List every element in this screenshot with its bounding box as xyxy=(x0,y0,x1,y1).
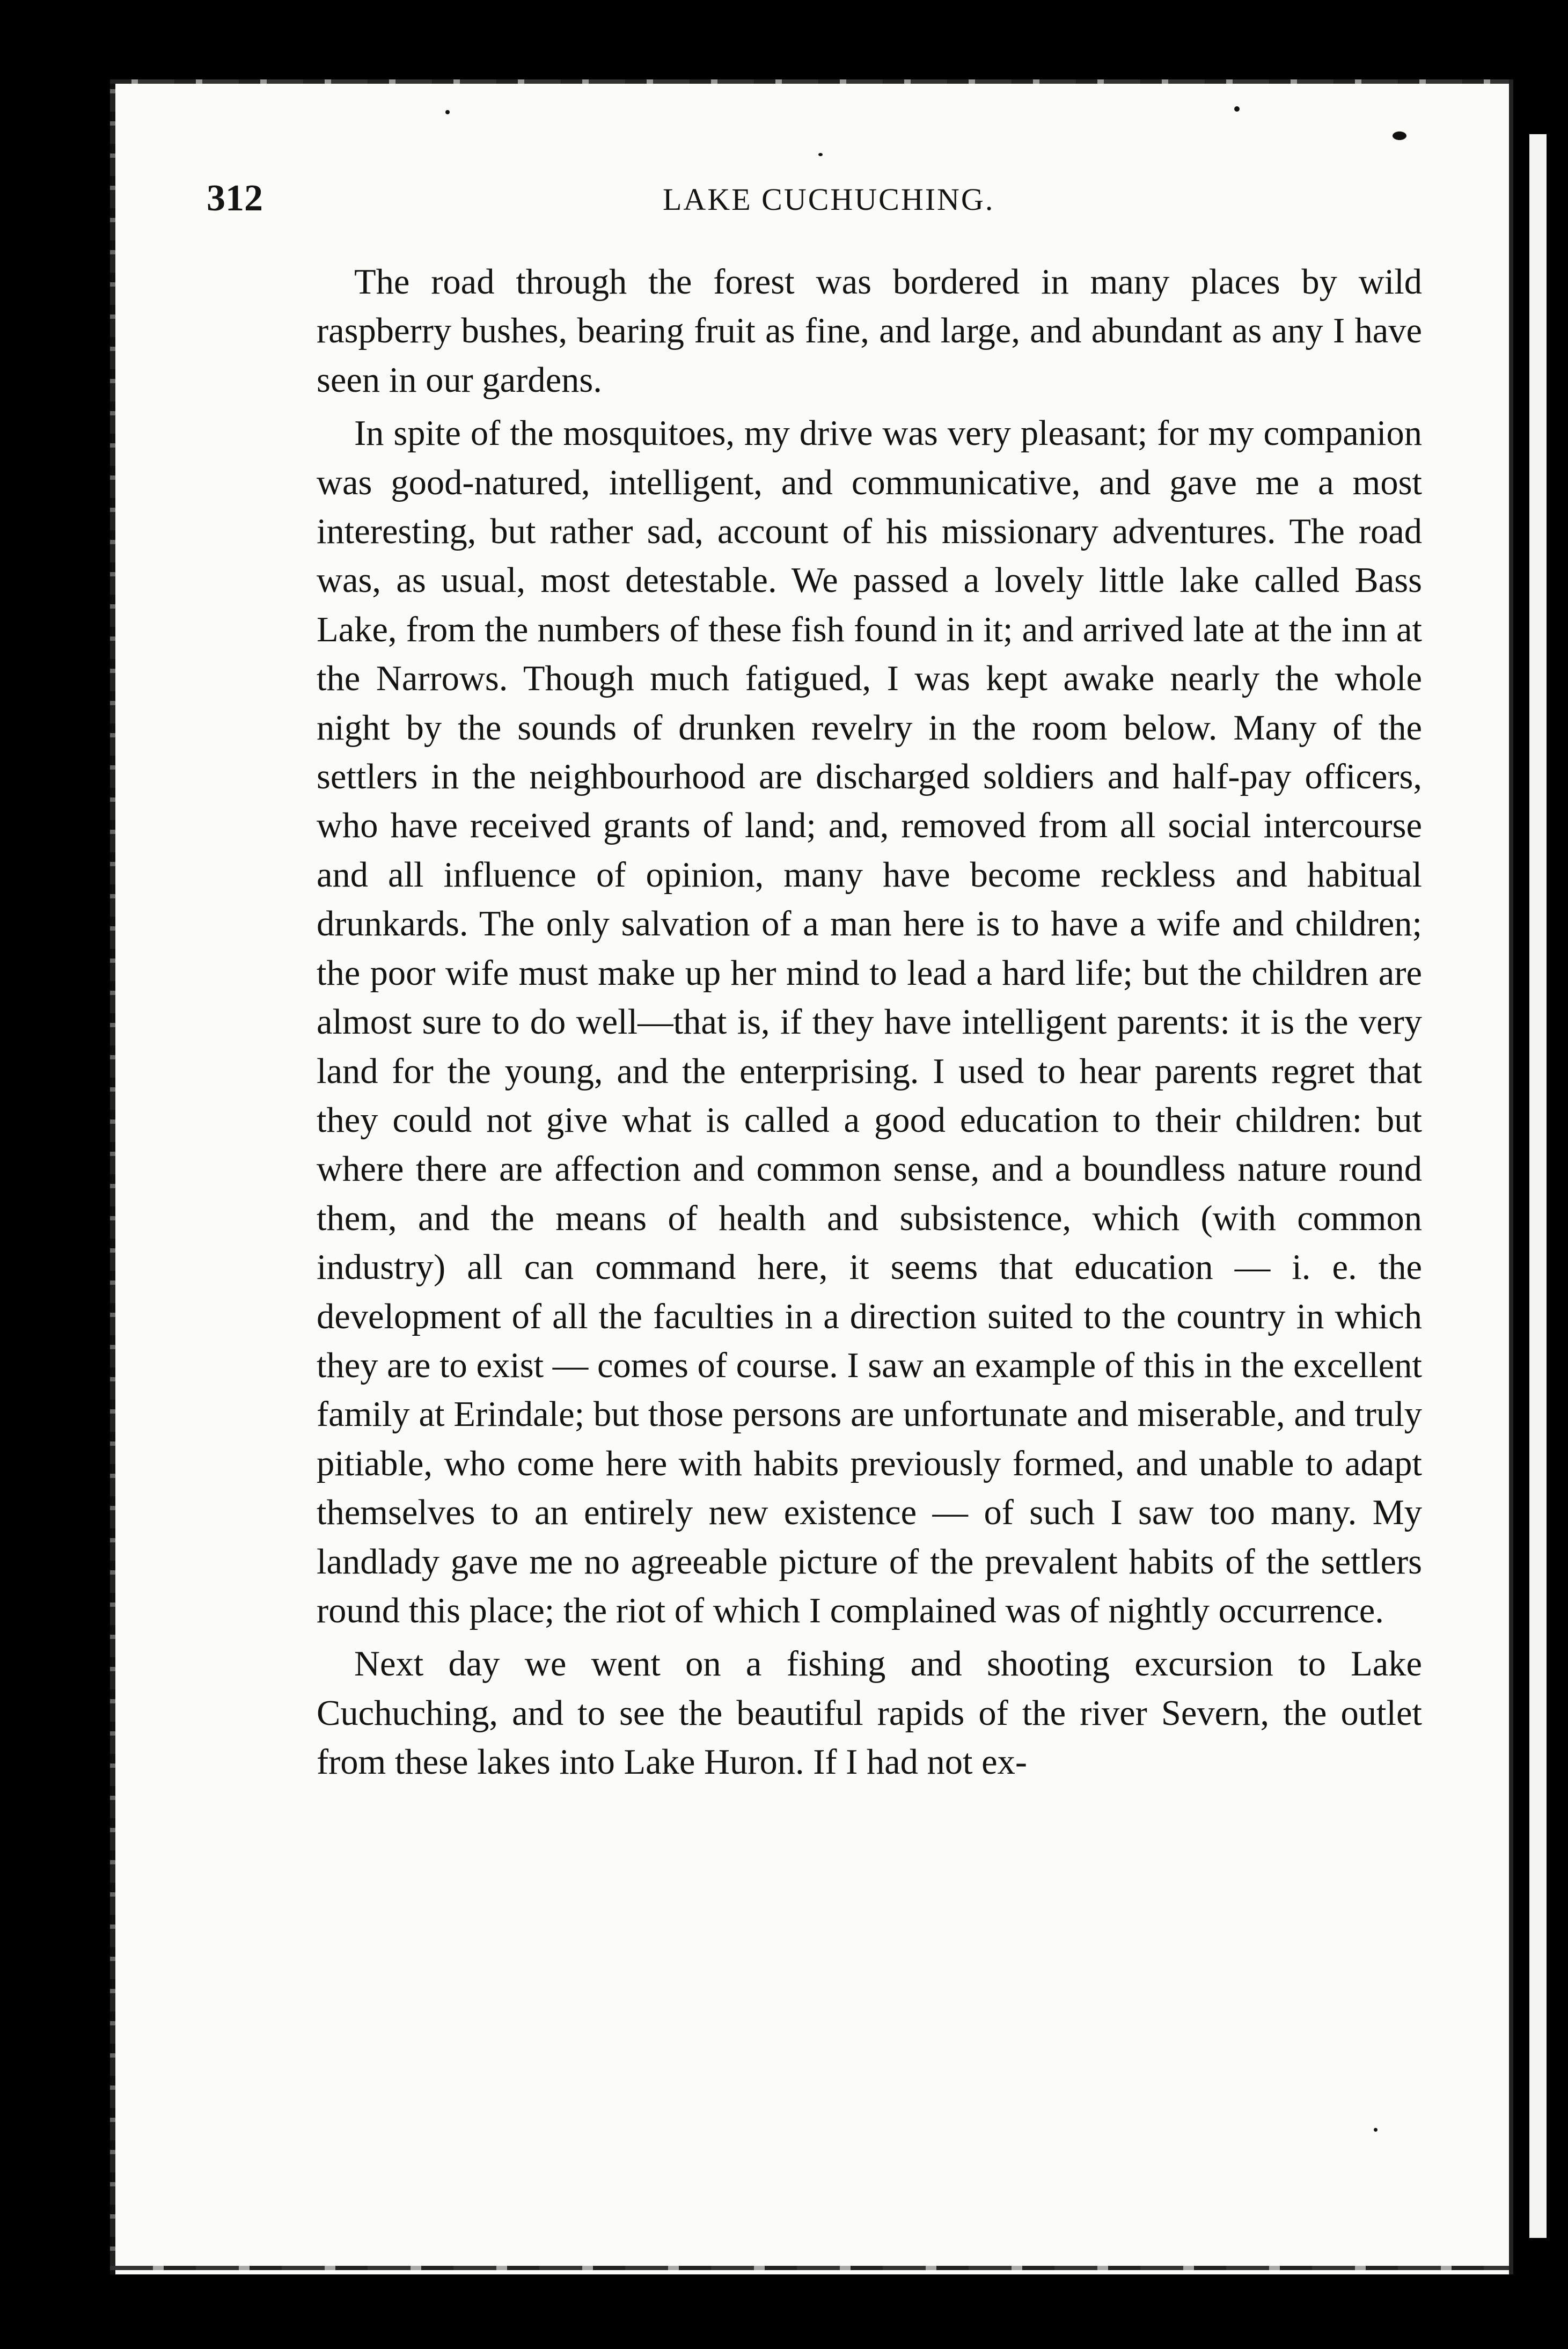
page-right-edge xyxy=(1509,79,1513,2274)
ink-speck xyxy=(445,110,450,114)
paragraph: In spite of the mosquitoes, my drive was very pleasant; for my companion was good-natured, intelligent, and communicative, and gave me a most interesting, but rather sad, account of his missionary adventures. The road was, as usual, most detestable. We passed a lovely little lake called Bass Lake, from the numbers of these fish found in it; and arrived late at the inn at the Narrows. Though much fatigued, I was kept awake nearly the whole night by the sounds of drunken revelry in the room below. Many of the settlers in the neighbourhood are discharged soldiers and half-pay officers, who have received grants of land; and, removed from all social intercourse and all influence of opinion, many have become reckless and habitual drunkards. The only salvation of a man here is to have a wife and children; the poor wife must make up her mind to lead a hard life; but the children are almost sure to do well—that is, if they have intelligent parents: it is the very land for the young, and the enterprising. I used to hear parents regret that they could not give what is called a good education to their children: but where there are affection and common sense, and a boundless nature round them, and the means of health and subsistence, which (with common industry) all can command here, it seems that education — i. e. the development of all the faculties in a direction suited to the country in which they are to exist — comes of course. I saw an example of this in the excellent family at Erindale; but those persons are unfortunate and miserable, and truly pitiable, who come here with habits previously formed, and unable to adapt themselves to an entirely new existence — of such I saw too many. My landlady gave me no agreeable picture of the prevalent habits of the settlers round this place; the riot of which I complained was of nightly occurrence. xyxy=(317,414,1422,1630)
ink-speck xyxy=(1234,106,1240,112)
page-top-edge xyxy=(110,79,1513,84)
page-header xyxy=(0,177,1568,225)
page-left-edge xyxy=(110,79,115,2274)
page-number: 312 xyxy=(207,178,263,219)
ink-speck xyxy=(1393,131,1406,140)
adjacent-page-edge xyxy=(1529,134,1547,2238)
paragraph: The road through the forest was bordered in many places by wild raspberry bushes, bearing fruit as fine, and large, and abundant as any I have seen in our gardens. xyxy=(317,262,1422,400)
ink-speck xyxy=(818,153,823,156)
running-head: LAKE CUCHUCHING. xyxy=(663,182,995,217)
ink-speck xyxy=(1374,2128,1378,2132)
page-bottom-edge xyxy=(110,2266,1513,2270)
paragraph: Next day we went on a fishing and shooting excursion to Lake Cuchuching, and to see the beautiful rapids of the river Severn, the outlet from these lakes into Lake Huron. If I had not ex- xyxy=(317,1644,1422,1782)
body-text xyxy=(317,258,1422,1787)
